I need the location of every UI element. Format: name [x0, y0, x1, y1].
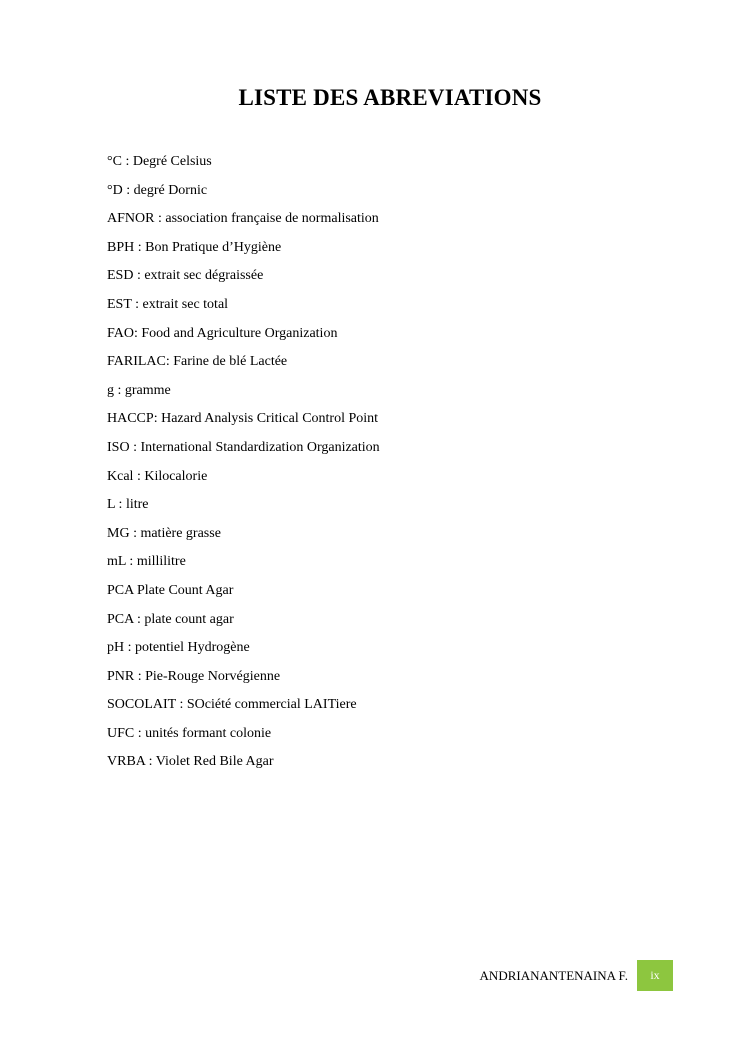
abbreviation-item [107, 234, 380, 263]
abbreviation-item [107, 405, 380, 434]
abbreviation-item [107, 577, 380, 606]
abbreviation-definition: SOciété commercial LAITiere [186, 697, 357, 713]
abbreviation-item [107, 177, 380, 206]
abbreviation-item [107, 348, 380, 377]
abbreviation-term: mL [107, 554, 126, 570]
abbreviation-term: EST [107, 296, 132, 312]
abbreviation-item [107, 720, 380, 749]
abbreviation-definition: Violet Red Bile Agar [155, 754, 274, 770]
abbreviation-definition: Food and Agriculture Organization [141, 325, 338, 341]
abbreviation-term: PCA [107, 582, 134, 598]
abbreviation-item [107, 663, 380, 692]
abbreviation-term: °D [107, 182, 123, 198]
abbreviation-separator: : [133, 268, 145, 284]
abbreviation-definition: Degré Celsius [132, 154, 212, 169]
abbreviation-separator: : [133, 325, 142, 341]
abbreviation-item [107, 606, 380, 635]
abbreviation-term: ESD [107, 268, 134, 284]
abbreviation-definition: Hazard Analysis Critical Control Point [161, 411, 379, 427]
abbreviation-term: HACCP [107, 411, 154, 427]
abbreviation-separator: : [125, 554, 137, 570]
abbreviation-definition: association française de normalisation [165, 211, 379, 227]
abbreviation-term: Kcal [107, 468, 134, 484]
abbreviation-definition: Kilocalorie [144, 468, 208, 484]
abbreviation-definition: International Standardization Organization [140, 439, 380, 455]
abbreviation-separator: : [114, 382, 125, 398]
abbreviation-separator: : [134, 239, 146, 255]
abbreviation-definition: matière grasse [140, 525, 221, 541]
abbreviation-separator: : [133, 611, 145, 627]
abbreviation-item [107, 377, 380, 406]
abbreviation-separator: : [134, 725, 146, 741]
abbreviation-definition: Pie-Rouge Norvégienne [145, 668, 281, 684]
abbreviation-term: SOCOLAIT [107, 697, 176, 713]
abbreviation-item [107, 491, 380, 520]
abbreviation-item [107, 463, 380, 492]
abbreviation-definition: Plate Count Agar [136, 582, 234, 598]
abbreviation-term: L [107, 497, 116, 513]
abbreviation-definition: extrait sec dégraissée [144, 268, 264, 284]
abbreviation-term: AFNOR [107, 211, 155, 227]
page-number-badge: ix [637, 960, 673, 991]
abbreviation-definition: degré Dornic [133, 182, 208, 198]
abbreviation-item [107, 691, 380, 720]
abbreviation-separator: : [129, 439, 141, 455]
abbreviation-definition: unités formant colonie [145, 725, 272, 741]
abbreviation-item [107, 634, 380, 663]
abbreviation-term: MG [107, 525, 130, 541]
page-title: LISTE DES ABREVIATIONS [238, 85, 542, 111]
abbreviation-term: ISO [107, 439, 130, 455]
abbreviation-term: g [107, 382, 114, 398]
abbreviation-definition: potentiel Hydrogène [135, 640, 250, 656]
abbreviation-definition: Bon Pratique d’Hygiène [145, 239, 282, 255]
abbreviation-separator: : [124, 640, 136, 656]
abbreviation-separator: : [133, 468, 145, 484]
abbreviation-separator: : [121, 154, 133, 169]
abbreviation-separator: : [131, 296, 143, 312]
abbreviation-definition: gramme [124, 382, 171, 398]
abbreviation-item [107, 520, 380, 549]
abbreviation-definition: litre [125, 497, 149, 513]
footer-author: ANDRIANANTENAINA F. [479, 968, 628, 983]
abbreviation-list [107, 148, 380, 777]
abbreviation-separator: : [153, 411, 162, 427]
abbreviation-term: PCA [107, 611, 134, 627]
abbreviation-separator: : [122, 182, 134, 198]
abbreviation-term: BPH [107, 239, 135, 255]
abbreviation-item [107, 548, 380, 577]
abbreviation-term: °C [107, 154, 122, 169]
abbreviation-definition: Farine de blé Lactée [173, 354, 288, 370]
abbreviation-item [107, 291, 380, 320]
abbreviation-term: FARILAC [107, 354, 166, 370]
abbreviation-term: PNR [107, 668, 135, 684]
abbreviation-item [107, 148, 380, 177]
abbreviation-term: pH [107, 640, 125, 656]
abbreviation-separator: : [129, 525, 141, 541]
abbreviation-item [107, 434, 380, 463]
abbreviation-term: VRBA [107, 754, 146, 770]
abbreviation-item [107, 320, 380, 349]
abbreviation-separator: : [165, 354, 174, 370]
abbreviation-separator: : [134, 668, 146, 684]
abbreviation-separator: : [115, 497, 126, 513]
abbreviation-separator: : [154, 211, 166, 227]
abbreviation-definition: plate count agar [144, 611, 234, 627]
abbreviation-term: UFC [107, 725, 135, 741]
abbreviation-definition: extrait sec total [142, 296, 229, 312]
abbreviation-separator: : [145, 754, 156, 770]
abbreviation-term: FAO [107, 325, 134, 341]
abbreviation-definition: millilitre [136, 554, 186, 570]
abbreviation-separator: : [175, 697, 187, 713]
abbreviation-item [107, 262, 380, 291]
abbreviation-item [107, 748, 380, 777]
abbreviation-item [107, 205, 380, 234]
